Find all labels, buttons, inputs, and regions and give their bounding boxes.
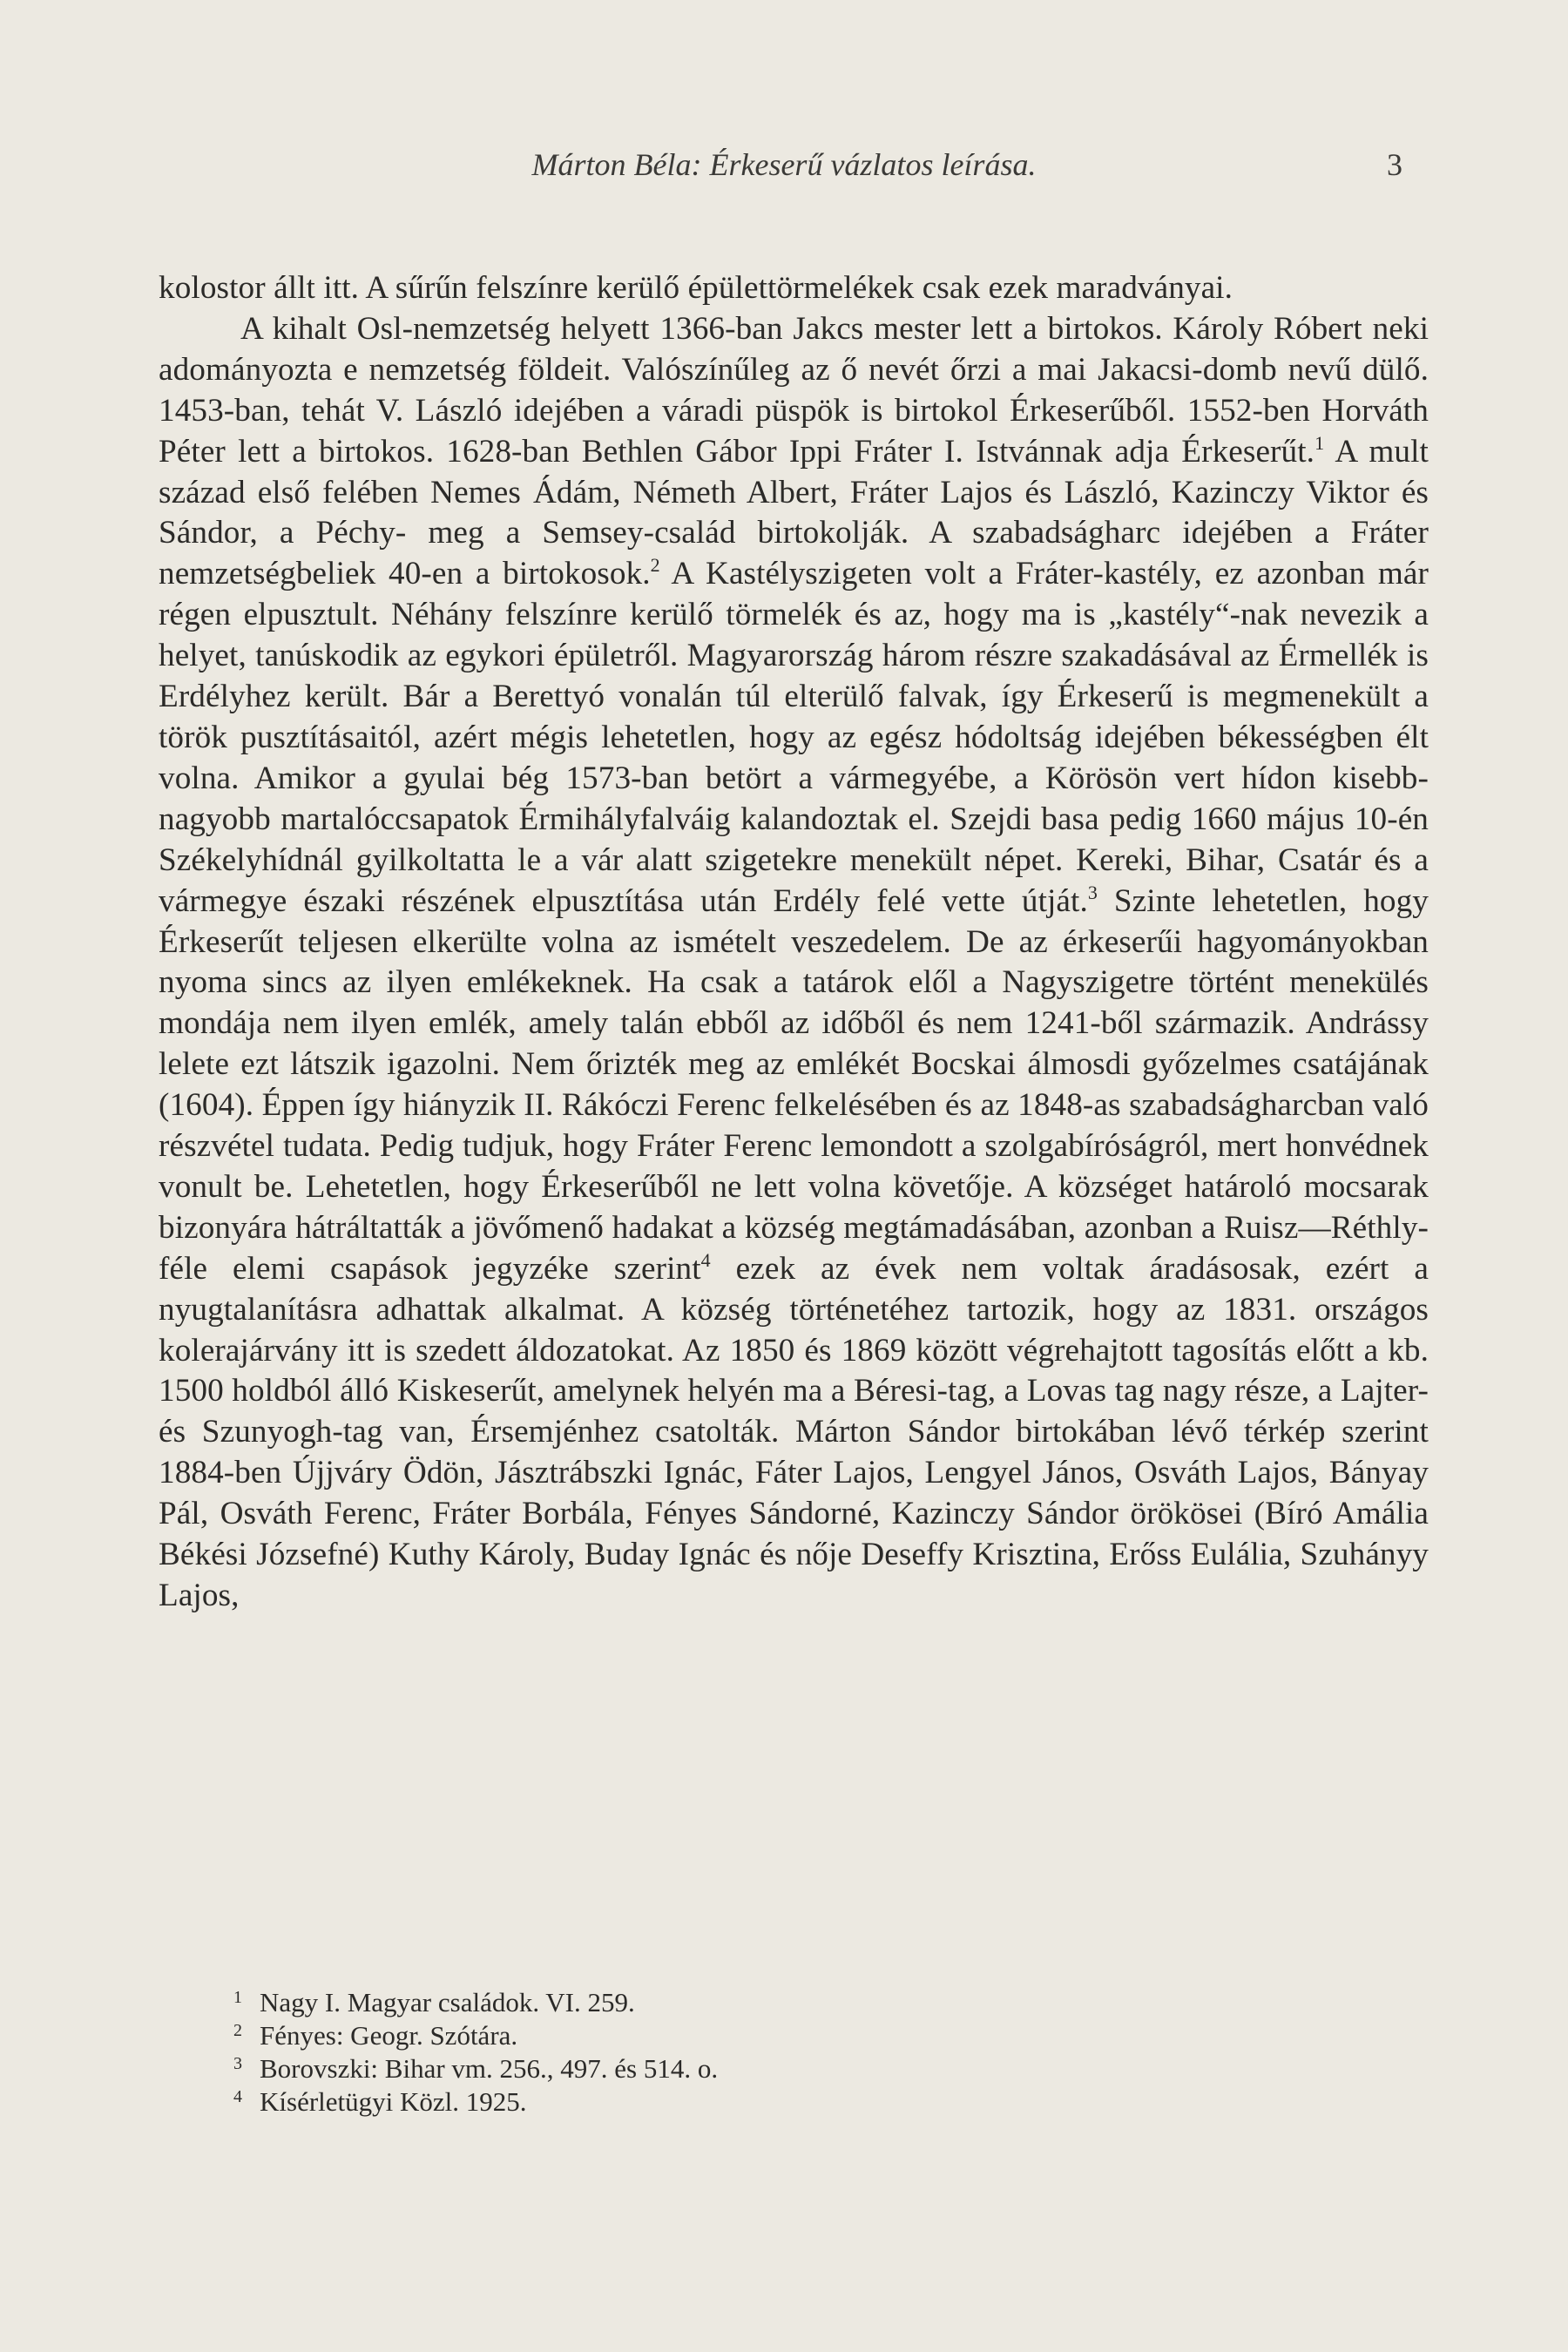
- footnote-ref: 4: [700, 1248, 711, 1271]
- footnote: 2 Fényes: Geogr. Szótára.: [233, 2020, 518, 2051]
- page-header: [0, 146, 1568, 190]
- paragraph-main: [159, 309, 1429, 1617]
- text-segment: A kihalt Osl-nemzetség helyett 1366-ban Jakcs mester lett a birtokos. Károly Róbert neki adományozta e nemzetség földeit. Valószínűleg az ő nevét őrzi a mai Jakacsi-domb nevű dülő. 1453-ban, tehát V. László idejében a váradi püspök is birtokol Érkeserűből. 1552-ben Horváth Péter lett a birtokos. 1628-ban Bethlen Gábor Ippi Fráter I. Istvánnak adja Érkeserűt.: [159, 310, 1429, 470]
- footnote-text: Kísérletügyi Közl. 1925.: [260, 2086, 527, 2117]
- text-segment: A Kastélyszigeten volt a Fráter-kastély, ez azonban már régen elpusztult. Néhány felszínre kerülő törmelék és az, hogy ma is „kastély“-nak nevezik a helyet, tanúskodik az egykori épületről. Magyarország három részre szakadásával az Érmellék is Erdélyhez került. Bár a Berettyó vonalán túl elterülő falvak, így Érkeserű is megmenekült a török pusztításaitól, azért mégis lehetetlen, hogy az egész hódoltság idejében békességben élt volna. Amikor a gyulai bég 1573-ban betört a vármegyébe, a Körösön vert hídon kisebb-nagyobb martalóccsapatok Érmihályfalváig kalandoztak el. Szejdi basa pedig 1660 május 10-én Székelyhídnál gyilkoltatta le a vár alatt szigetekre menekült népet. Kereki, Bihar, Csatár és a vármegye északi részének elpusztítása után Erdély felé vette útját.: [159, 556, 1429, 919]
- text-segment: A mult század első felében Nemes Ádám, Németh Albert, Fráter Lajos és László, Kazinczy Viktor és Sándor, a Péchy- meg a Semsey-család birtokolják. A szabadságharc idejében a Fráter nemzetségbeliek 40-en a birtokosok.: [159, 433, 1429, 592]
- footnote-text: Nagy I. Magyar családok. VI. 259.: [260, 1987, 635, 2017]
- footnote-text: Fényes: Geogr. Szótára.: [260, 2020, 518, 2051]
- footnote-ref: 1: [1315, 431, 1325, 454]
- text-segment: Szinte lehetetlen, hogy Érkeserűt teljesen elkerülte volna az ismételt veszedelem. De az érkeserűi hagyományokban nyoma sincs az ilyen emlékeknek. Ha csak a tatárok elől a Nagyszigetre történt menekülés mondája nem ilyen emlék, amely talán ebből az időből és nem 1241-ből származik. Andrássy lelete ezt látszik igazolni. Nem őrizték meg az emlékét Bocskai álmosdi győzelmes csatájának (1604). Éppen így hiányzik II. Rákóczi Ferenc felkelésében és az 1848-as szabadságharcban való részvétel tudata. Pedig tudjuk, hogy Fráter Ferenc lemondott a szolgabíróságról, mert honvédnek vonult be. Lehetetlen, hogy Érkeserűből ne lett volna követője. A községet határoló mocsarak bizonyára hátráltatták a jövőmenő hadakat a község megtámadásában, azonban a Ruisz—Réthly-féle elemi csapások jegyzéke szerint: [159, 882, 1429, 1287]
- text-segment: ezek az évek nem voltak áradásosak, ezért a nyugtalanításra adhattak alkalmat. A község történetéhez tartozik, hogy az 1831. országos kolerajárvány itt is szedett áldozatokat. Az 1850 és 1869 között végrehajtott tagosítás előtt a kb. 1500 holdból álló Kiskeserűt, amelynek helyén ma a Béresi-tag, a Lovas tag nagy része, a Lajter- és Szunyogh-tag van, Érsemjénhez csatolták. Márton Sándor birtokában lévő térkép szerint 1884-ben Újjváry Ödön, Jásztrábszki Ignác, Fáter Lajos, Lengyel János, Osváth Lajos, Bányay Pál, Osváth Ferenc, Fráter Borbála, Fényes Sándorné, Kazinczy Sándor örökösei (Bíró Amália Békési Józsefné) Kuthy Károly, Buday Ignác és nője Deseffy Krisztina, Erőss Eulália, Szuhányy Lajos,: [159, 1250, 1429, 1613]
- footnote: 1 Nagy I. Magyar családok. VI. 259.: [233, 1987, 635, 2017]
- paragraph-continuation: kolostor állt itt. A sűrűn felszínre kerülő épülettörmelékek csak ezek maradványai.: [159, 270, 1233, 306]
- footnote: 3 Borovszki: Bihar vm. 256., 497. és 514. o.: [233, 2053, 719, 2084]
- footnote-ref: 3: [1087, 881, 1098, 903]
- page-number: 3: [1387, 147, 1402, 182]
- footnote-text: Borovszki: Bihar vm. 256., 497. és 514. o.: [260, 2053, 719, 2084]
- footnote-ref: 2: [650, 554, 660, 577]
- footnotes: [233, 1986, 1366, 2119]
- body-text: [159, 268, 1429, 1617]
- footnote: 4 Kísérletügyi Közl. 1925.: [233, 2086, 527, 2117]
- running-title: Márton Béla: Érkeserű vázlatos leírása.: [531, 147, 1037, 182]
